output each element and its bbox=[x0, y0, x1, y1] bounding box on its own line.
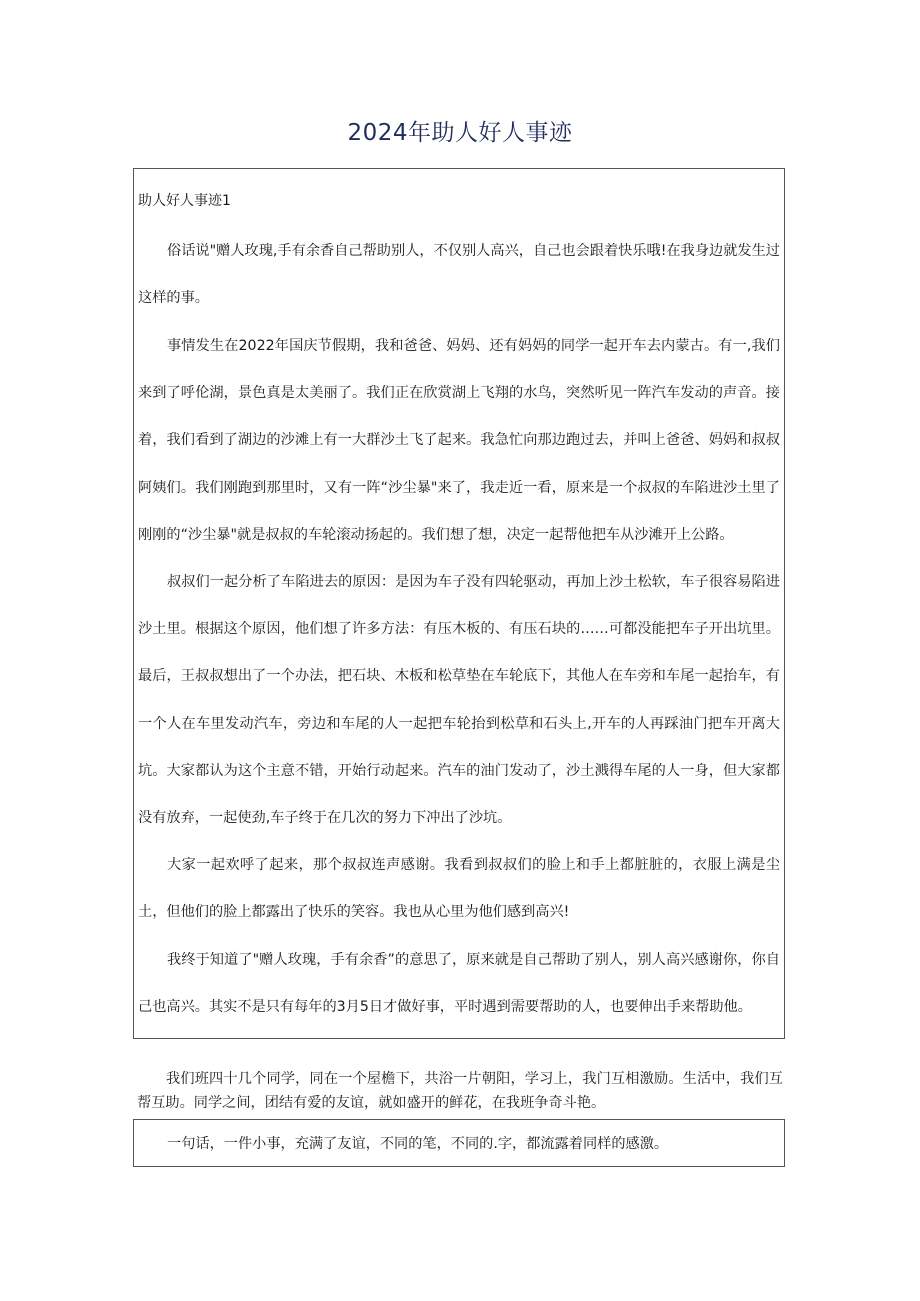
section-heading: 助人好人事迹1 bbox=[138, 193, 231, 209]
paragraph-3: 叔叔们一起分析了车陷进去的原因：是因为车子没有四轮驱动，再加上沙土松软，车子很容易陷进沙土里。根据这个原因，他们想了许多方法：有压木板的、有压石块的……可都没能把车子开出坑里。最后，王叔叔想出了一个办法，把石块、木板和松草垫在车轮底下，其他人在车旁和车尾一起抬车，有一个人在车里发动汽车，旁边和车尾的人一起把车轮抬到松草和石头上,开车的人再踩油门把车开离大坑。大家都认为这个主意不错，开始行动起来。汽车的油门发动了，沙土溅得车尾的人一身，但大家都没有放弃，一起使劲,车子终于在几次的努力下冲出了沙坑。 bbox=[138, 574, 780, 827]
main-text-box bbox=[133, 168, 785, 1039]
small-text-box bbox=[133, 1119, 785, 1167]
small-box-paragraph: 一句话，一件小事，充满了友谊，不同的笔，不同的.字，都流露着同样的感激。 bbox=[167, 1136, 669, 1152]
document-title: 2024年助人好人事迹 bbox=[347, 120, 573, 146]
class-paragraph: 我们班四十几个同学，同在一个屋檐下，共浴一片朝阳，学习上，我门互相激励。生活中，我们互帮互助。同学之间，团结有爱的友谊，就如盛开的鲜花，在我班争奇斗艳。 bbox=[137, 1071, 783, 1111]
paragraph-1: 俗话说"赠人玫瑰,手有余香自己帮助别人，不仅别人高兴，自己也会跟着快乐哦!在我身边就发生过这样的事。 bbox=[138, 243, 780, 307]
paragraph-5: 我终于知道了"赠人玫瑰，手有余香”的意思了，原来就是自己帮助了别人，别人高兴感谢你，你自己也高兴。其实不是只有每年的3月5日才做好事，平时遇到需要帮助的人，也要伸出手来帮助他。 bbox=[138, 952, 780, 1016]
paragraph-2: 事情发生在2022年国庆节假期，我和爸爸、妈妈、还有妈妈的同学一起开车去内蒙古。有一,我们来到了呼伦湖，景色真是太美丽了。我们正在欣赏湖上飞翔的水鸟，突然听见一阵汽车发动的声音。接着，我们看到了湖边的沙滩上有一大群沙土飞了起来。我急忙向那边跑过去，并叫上爸爸、妈妈和叔叔阿姨们。我们刚跑到那里时，又有一阵“沙尘暴"来了，我走近一看，原来是一个叔叔的车陷进沙土里了刚刚的“沙尘暴"就是叔叔的车轮滚动扬起的。我们想了想，决定一起帮他把车从沙滩开上公路。 bbox=[138, 338, 780, 543]
paragraph-4: 大家一起欢呼了起来，那个叔叔连声感谢。我看到叔叔们的脸上和手上都脏脏的，衣服上满是尘土，但他们的脸上都露出了快乐的笑容。我也从心里为他们感到高兴! bbox=[138, 857, 780, 921]
